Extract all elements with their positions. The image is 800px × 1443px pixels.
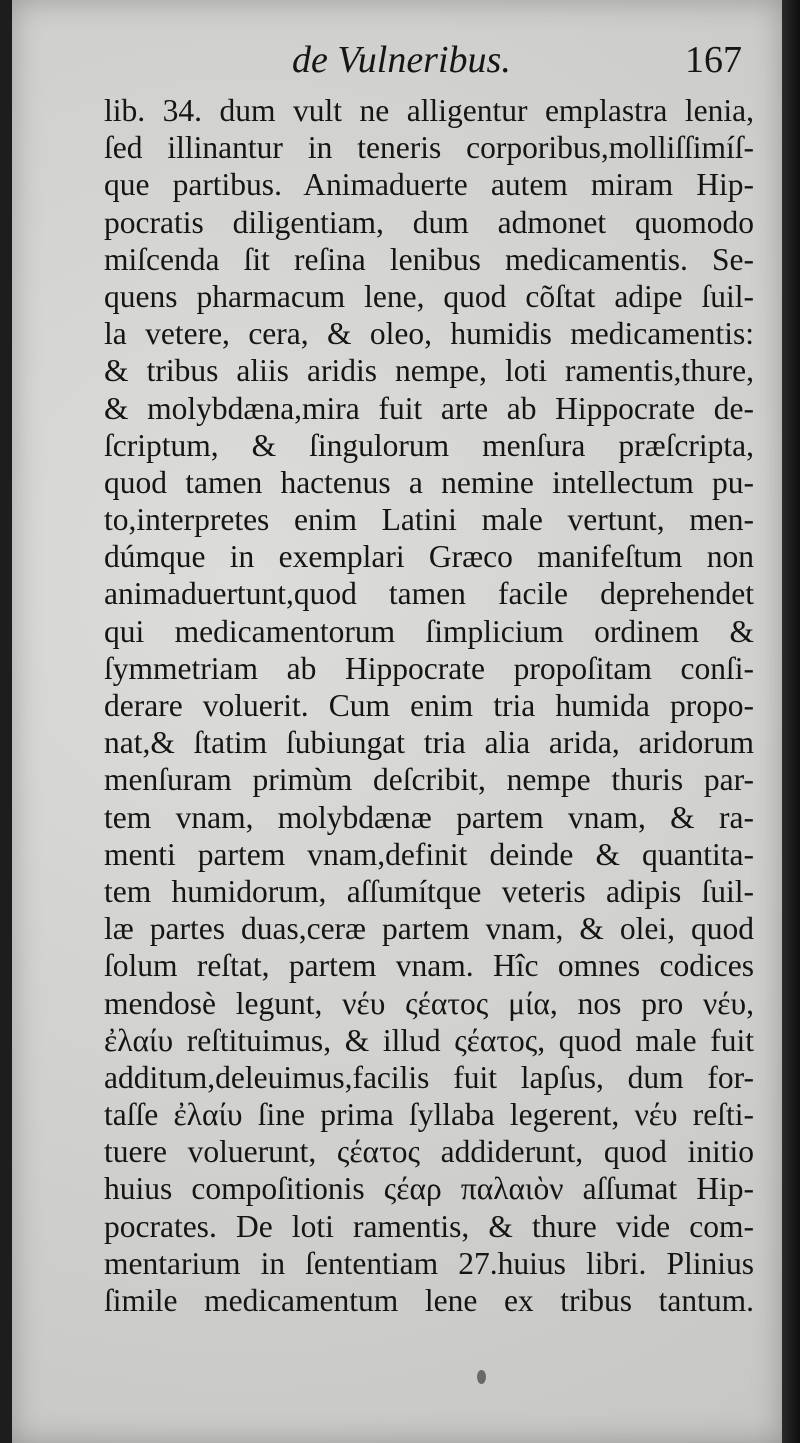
text-line: ſolum reſtat, partem vnam. Hîc omnes codices [104, 948, 754, 984]
text-line: huius compoſitionis ςέαρ παλαιὸν aſſumat Hip- [104, 1171, 754, 1207]
text-line: ſed illinantur in teneris corporibus,molliſſimíſ- [104, 130, 754, 166]
text-line: tem vnam, molybdænæ partem vnam, & ra- [104, 799, 754, 835]
running-head [292, 38, 742, 86]
text-line: quod tamen hactenus a nemine intellectum pu- [104, 464, 754, 500]
text-line: mendosè legunt, νέυ ςέατος μία, nos pro νέυ, [104, 985, 754, 1021]
text-line: ſcriptum, & ſingulorum menſura præſcripta, [104, 427, 754, 463]
text-line: dúmque in exemplari Græco manifeſtum non [104, 539, 754, 575]
text-line: & tribus aliis aridis nempe, loti ramentis,thure, [104, 353, 754, 389]
text-line: quens pharmacum lene, quod cõſtat adipe ſuil- [104, 278, 754, 314]
page-number: 167 [685, 39, 742, 81]
text-line: menſuram primùm deſcribit, nempe thuris par- [104, 762, 754, 798]
text-line: lib. 34. dum vult ne alligentur emplastra lenia, [104, 93, 754, 128]
body-text [104, 92, 754, 1319]
text-line: taſſe ἐλαίυ ſine prima ſyllaba legerent, νέυ reſti- [104, 1097, 754, 1133]
text-line: nat,& ſtatim ſubiungat tria alia arida, aridorum [104, 725, 754, 761]
running-title: de Vulneribus. [292, 39, 511, 81]
text-line: tuere voluerunt, ςέατος addiderunt, quod initio [104, 1134, 754, 1170]
text-line: to,interpretes enim Latini male vertunt, men- [104, 502, 754, 538]
text-line: pocratis diligentiam, dum admonet quomodo [104, 204, 754, 240]
text-line: animaduertunt,quod tamen facile deprehendet [104, 576, 754, 612]
text-line: tem humidorum, aſſumítque veteris adipis ſuil- [104, 873, 754, 909]
paper-blemish [477, 1370, 486, 1384]
text-line: la vetere, cera, & oleo, humidis medicamentis: [104, 316, 754, 352]
text-line: ſymmetriam ab Hippocrate propoſitam conſi- [104, 650, 754, 686]
text-line: ſimile medicamentum lene ex tribus tantum. [104, 1283, 754, 1318]
text-line: & molybdæna,mira fuit arte ab Hippocrate de- [104, 390, 754, 426]
text-line: miſcenda ſit reſina lenibus medicamentis. Se- [104, 241, 754, 277]
text-line: pocrates. De loti ramentis, & thure vide com- [104, 1208, 754, 1244]
page-edge-shadow [782, 0, 800, 1443]
text-line: que partibus. Animaduerte autem miram Hip- [104, 167, 754, 203]
book-page [12, 0, 782, 1443]
text-line: qui medicamentorum ſimplicium ordinem & [104, 613, 754, 649]
text-line: menti partem vnam,definit deinde & quantita- [104, 836, 754, 872]
text-line: mentarium in ſententiam 27.huius libri. Plinius [104, 1245, 754, 1281]
text-line: læ partes duas,ceræ partem vnam, & olei, quod [104, 911, 754, 947]
text-line: additum,deleuimus,facilis fuit lapſus, dum for- [104, 1059, 754, 1095]
text-line: ἐλαίυ reſtituimus, & illud ςέατος, quod male fuit [104, 1022, 754, 1058]
text-line: derare voluerit. Cum enim tria humida propo- [104, 688, 754, 723]
